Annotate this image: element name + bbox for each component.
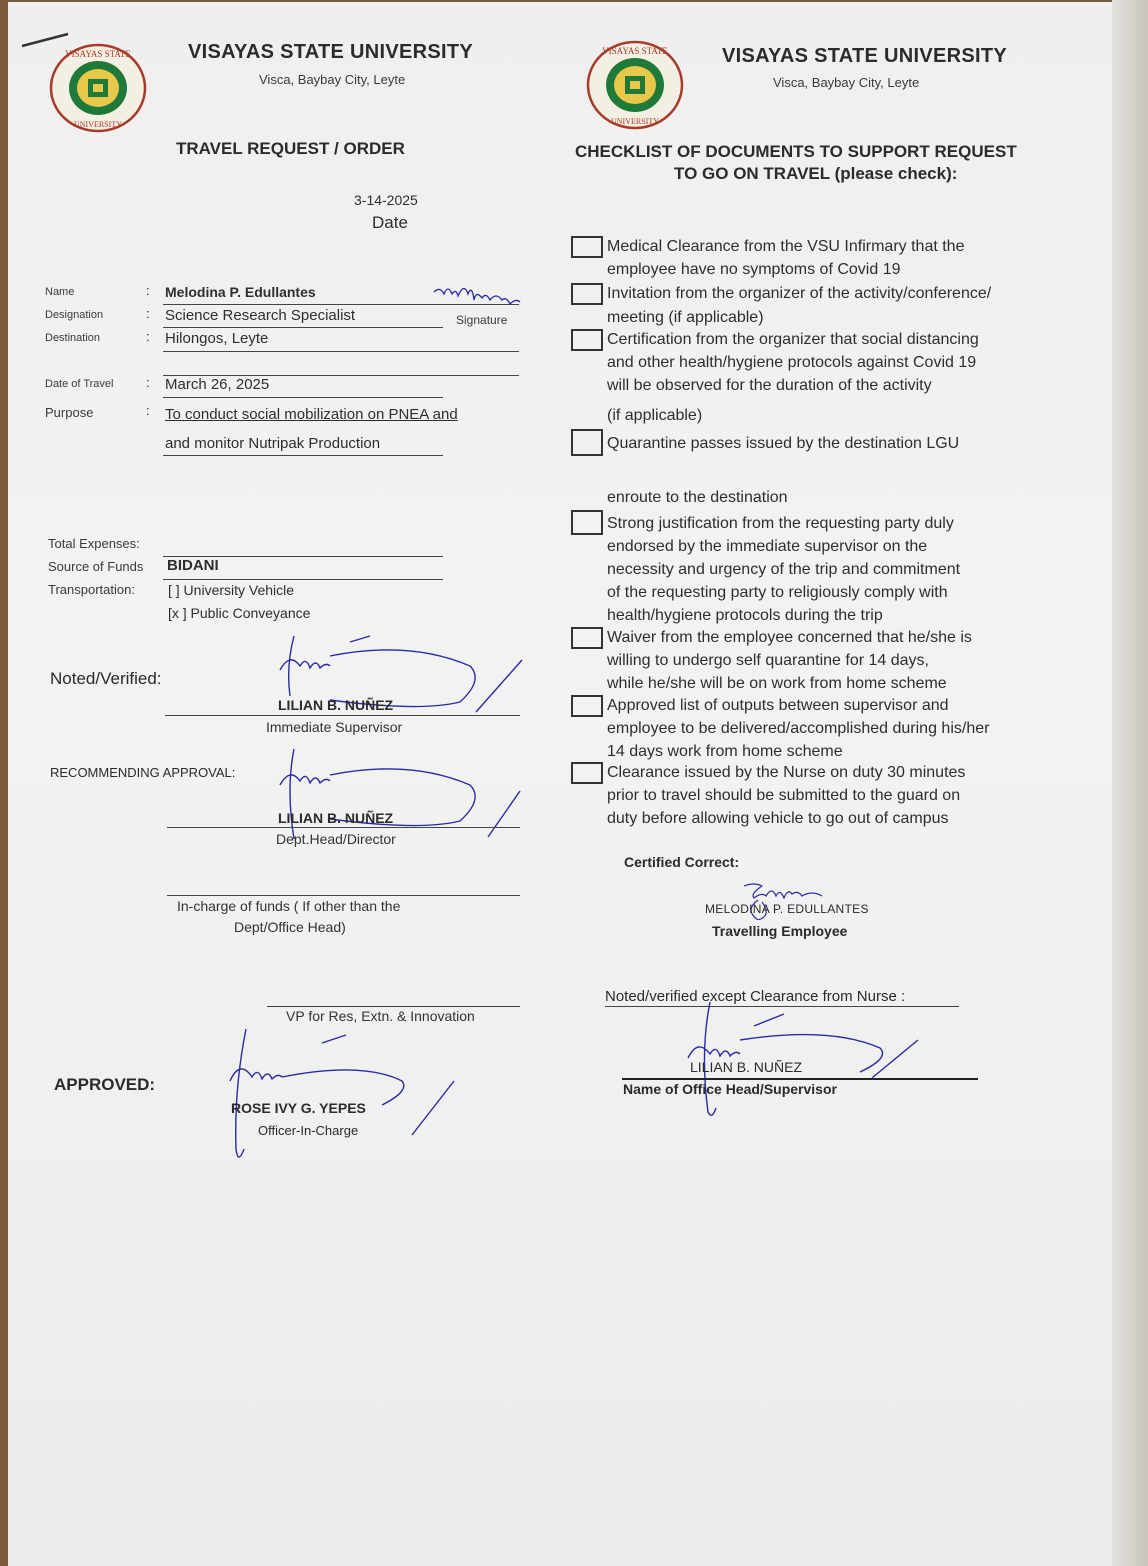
checklist-item-7-line-2: employee to be delivered/accomplished during his/her (607, 720, 990, 737)
colon: : (146, 375, 150, 390)
checklist-item-2-line-1: Invitation from the organizer of the activity/conference/ (607, 285, 992, 302)
noted-except-label: Noted/verified except Clearance from Nurse : (605, 988, 906, 1005)
date-of-travel-value: March 26, 2025 (165, 376, 270, 393)
destination-underline (163, 351, 519, 352)
purpose-line-1: To conduct social mobilization on PNEA and (165, 406, 458, 423)
svg-text:UNIVERSITY: UNIVERSITY (74, 120, 122, 129)
checkbox-medical-clearance[interactable] (571, 236, 603, 258)
checklist-item-5-line-4: of the requesting party to religiously comply with (607, 584, 948, 601)
designation-label: Designation (45, 309, 104, 321)
checklist-item-6-line-2: willing to undergo self quarantine for 14 days, (607, 652, 929, 669)
checkbox-nurse-clearance[interactable] (571, 762, 603, 784)
checklist-item-4-line-2: enroute to the destination (607, 489, 788, 506)
destination-value: Hilongos, Leyte (165, 330, 269, 347)
page-edge (1112, 0, 1148, 1566)
checkbox-approved-outputs[interactable] (571, 695, 603, 717)
checklist-item-8-line-1: Clearance issued by the Nurse on duty 30 minutes (607, 764, 966, 781)
svg-text:VISAYAS STATE: VISAYAS STATE (65, 49, 131, 59)
purpose-line-2: and monitor Nutripak Production (165, 435, 381, 452)
applicant-signature (430, 278, 540, 309)
recommending-name: LILIAN B. NUÑEZ (278, 810, 394, 826)
purpose-underline (163, 455, 443, 456)
checkbox-quarantine-passes[interactable] (571, 429, 603, 456)
total-expenses-label: Total Expenses: (48, 536, 140, 551)
form-title: TRAVEL REQUEST / ORDER (176, 139, 405, 158)
colon: : (146, 283, 150, 298)
checklist-title-line-1: CHECKLIST OF DOCUMENTS TO SUPPORT REQUEST (575, 142, 1017, 161)
checklist-item-2-line-2: meeting (if applicable) (607, 309, 764, 326)
checkbox-waiver[interactable] (571, 627, 603, 649)
checklist-item-3-line-3: will be observed for the duration of the activity (607, 377, 932, 394)
vp-underline (267, 1006, 520, 1007)
checklist-item-7-line-3: 14 days work from home scheme (607, 743, 843, 760)
checklist-item-6-line-3: while he/she will be on work from home scheme (607, 675, 947, 692)
checklist-item-3-line-4: (if applicable) (607, 407, 703, 424)
approved-role: Officer-In-Charge (258, 1123, 359, 1138)
name-label: Name (45, 286, 75, 298)
incharge-role-line-1: In-charge of funds ( If other than the (177, 898, 401, 914)
recommending-approval-label: RECOMMENDING APPROVAL: (50, 765, 236, 780)
name-value: Melodina P. Edullantes (165, 284, 316, 300)
designation-value: Science Research Specialist (165, 307, 356, 324)
date-value: 3-14-2025 (354, 192, 418, 208)
checkbox-certification[interactable] (571, 329, 603, 351)
checklist-item-6-line-1: Waiver from the employee concerned that he/she is (607, 629, 972, 646)
date-of-travel-underline (163, 397, 443, 398)
signature-label: Signature (456, 313, 508, 327)
approved-label: APPROVED: (54, 1075, 156, 1094)
university-address-right: Visca, Baybay City, Leyte (773, 75, 920, 90)
university-name-right: VISAYAS STATE UNIVERSITY (722, 45, 1008, 67)
noted-verified-label: Noted/Verified: (50, 669, 162, 688)
colon: : (146, 306, 150, 321)
checklist-item-1-line-2: employee have no symptoms of Covid 19 (607, 261, 901, 278)
vp-role: VP for Res, Extn. & Innovation (286, 1008, 475, 1024)
noted-role: Immediate Supervisor (266, 719, 403, 735)
colon: : (146, 403, 150, 418)
date-label: Date (372, 213, 408, 232)
university-name-left: VISAYAS STATE UNIVERSITY (188, 41, 474, 63)
checklist-item-5-line-5: health/hygiene protocols during the trip (607, 607, 883, 624)
checklist-item-5-line-1: Strong justification from the requesting party duly (607, 515, 954, 532)
noted-name: LILIAN B. NUÑEZ (278, 697, 394, 713)
designation-underline (163, 327, 443, 328)
source-of-funds-underline (163, 579, 443, 580)
checklist-title-line-2: TO GO ON TRAVEL (please check): (674, 164, 958, 183)
checklist-item-5-line-3: necessity and urgency of the trip and commitment (607, 561, 961, 578)
checklist-item-5-line-2: endorsed by the immediate supervisor on the (607, 538, 928, 555)
office-head-name: LILIAN B. NUÑEZ (690, 1059, 803, 1075)
transport-option-public-conveyance: [x ] Public Conveyance (168, 605, 311, 621)
recommending-underline (167, 827, 520, 828)
employee-role: Travelling Employee (712, 923, 848, 939)
svg-text:VISAYAS STATE: VISAYAS STATE (602, 46, 668, 56)
employee-name: MELODINA P. EDULLANTES (705, 902, 869, 916)
university-seal-right (585, 40, 685, 130)
incharge-underline (167, 895, 520, 896)
approved-signature (222, 1025, 462, 1170)
destination-label: Destination (45, 332, 101, 344)
date-of-travel-label: Date of Travel (45, 378, 114, 390)
recommending-role: Dept.Head/Director (276, 831, 396, 847)
university-seal-left (48, 43, 148, 133)
checklist-item-3-line-2: and other health/hygiene protocols against Covid 19 (607, 354, 977, 371)
checklist-item-8-line-3: duty before allowing vehicle to go out of campus (607, 810, 949, 827)
checkbox-strong-justification[interactable] (571, 510, 603, 535)
university-address-left: Visca, Baybay City, Leyte (259, 72, 406, 87)
checklist-item-4-line-1: Quarantine passes issued by the destination LGU (607, 435, 960, 452)
purpose-label: Purpose (45, 405, 94, 420)
source-of-funds-label: Source of Funds (48, 559, 144, 574)
checklist-item-8-line-2: prior to travel should be submitted to the guard on (607, 787, 961, 804)
incharge-role-line-2: Dept/Office Head) (234, 919, 346, 935)
checklist-item-7-line-1: Approved list of outputs between supervisor and (607, 697, 949, 714)
office-head-underline (622, 1078, 978, 1080)
transport-option-university-vehicle: [ ] University Vehicle (168, 582, 295, 598)
approved-name: ROSE IVY G. YEPES (231, 1100, 366, 1116)
office-head-role: Name of Office Head/Supervisor (623, 1081, 837, 1097)
pen-mark (20, 30, 70, 55)
noted-underline (165, 715, 520, 716)
checklist-item-3-line-1: Certification from the organizer that social distancing (607, 331, 979, 348)
certified-correct-label: Certified Correct: (624, 854, 740, 870)
checklist-item-1-line-1: Medical Clearance from the VSU Infirmary that the (607, 238, 965, 255)
source-of-funds-value: BIDANI (167, 557, 219, 574)
svg-text:UNIVERSITY: UNIVERSITY (611, 117, 659, 126)
checkbox-invitation[interactable] (571, 283, 603, 305)
transportation-label: Transportation: (48, 582, 135, 597)
colon: : (146, 329, 150, 344)
